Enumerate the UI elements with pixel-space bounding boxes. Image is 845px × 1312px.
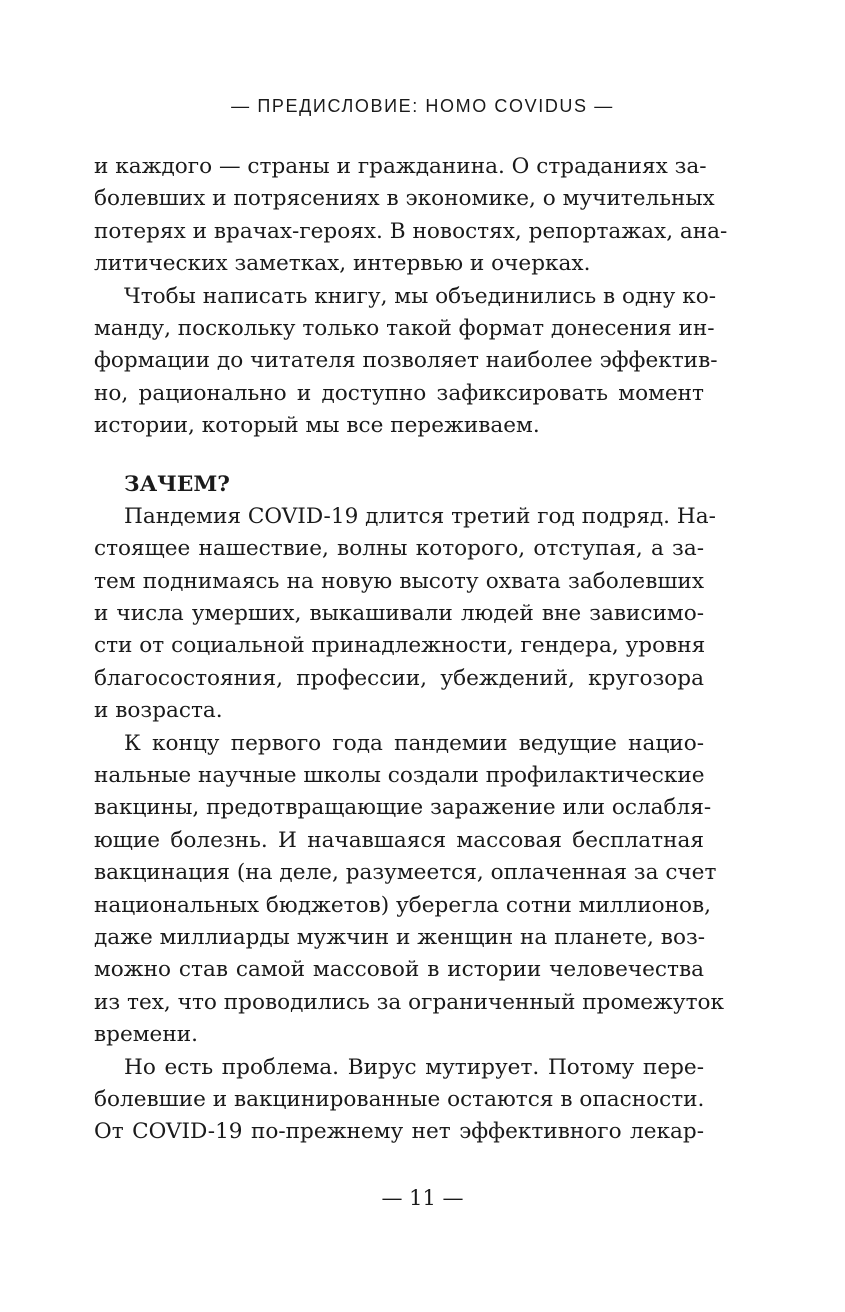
running-head: — ПРЕДИСЛОВИЕ: HOMO COVIDUS — [231,96,614,116]
text-line: вакцины, предотвращающие заражение или ослабля- [94,795,712,821]
text-line: потерях и врачах-героях. В новостях, репортажах, ана- [94,218,728,244]
section-gap [94,443,704,469]
text-line: вакцинация (на деле, разумеется, оплаченная за счет [94,860,717,886]
page-number: — 11 — [381,1186,464,1210]
body-text [94,151,728,1149]
text-line: благосостояния, профессии, убеждений, кругозора [94,665,704,691]
paragraph [94,501,716,728]
text-line: но, рационально и доступно зафиксировать момент [94,380,704,406]
text-line: болевших и потрясениях в экономике, о мучительных [94,186,715,212]
text-line: От COVID-19 по-прежнему нет эффективного лекар- [94,1119,704,1145]
text-line: из тех, что проводились за ограниченный промежуток [94,989,725,1015]
text-line: и каждого — страны и гражданина. О страданиях за- [94,154,707,179]
text-line: тем поднимаясь на новую высоту охвата заболевших [94,568,704,594]
text-line: К концу первого года пандемии ведущие нацио- [124,730,704,756]
paragraph [94,728,725,1052]
text-line: Чтобы написать книгу, мы объединились в одну ко- [124,283,717,309]
text-line: и возраста. [94,698,223,724]
paragraph [94,281,718,443]
text-line: Но есть проблема. Вирус мутирует. Потому пере- [124,1054,704,1080]
text-line: национальных бюджетов) уберегла сотни миллионов, [94,892,712,918]
text-line: истории, который мы все переживаем. [94,413,540,439]
text-line: ющие болезнь. И начавшаяся массовая бесплатная [94,827,704,853]
text-line: формации до читателя позволяет наиболее эффектив- [94,348,718,374]
text-line: даже миллиарды мужчин и женщин на планете, воз- [94,924,706,950]
text-line: нальные научные школы создали профилактические [94,763,705,789]
text-line: сти от социальной принадлежности, гендера, уровня [94,633,706,659]
text-line: времени. [94,1022,198,1048]
text-line: болевшие и вакцинированные остаются в опасности. [94,1086,705,1112]
paragraph [94,1052,704,1149]
section-heading: ЗАЧЕМ? [124,471,230,497]
text-line: Пандемия COVID-19 длится третий год подряд. На- [124,503,716,529]
text-line: можно став самой массовой в истории человечества [94,957,704,983]
paragraph [94,151,728,281]
text-line: литических заметках, интервью и очерках. [94,251,591,277]
text-line: манду, поскольку только такой формат донесения ин- [94,315,715,341]
text-line: и числа умерших, выкашивали людей вне зависимо- [94,601,704,627]
text-line: стоящее нашествие, волны которого, отступая, а за- [94,536,704,562]
